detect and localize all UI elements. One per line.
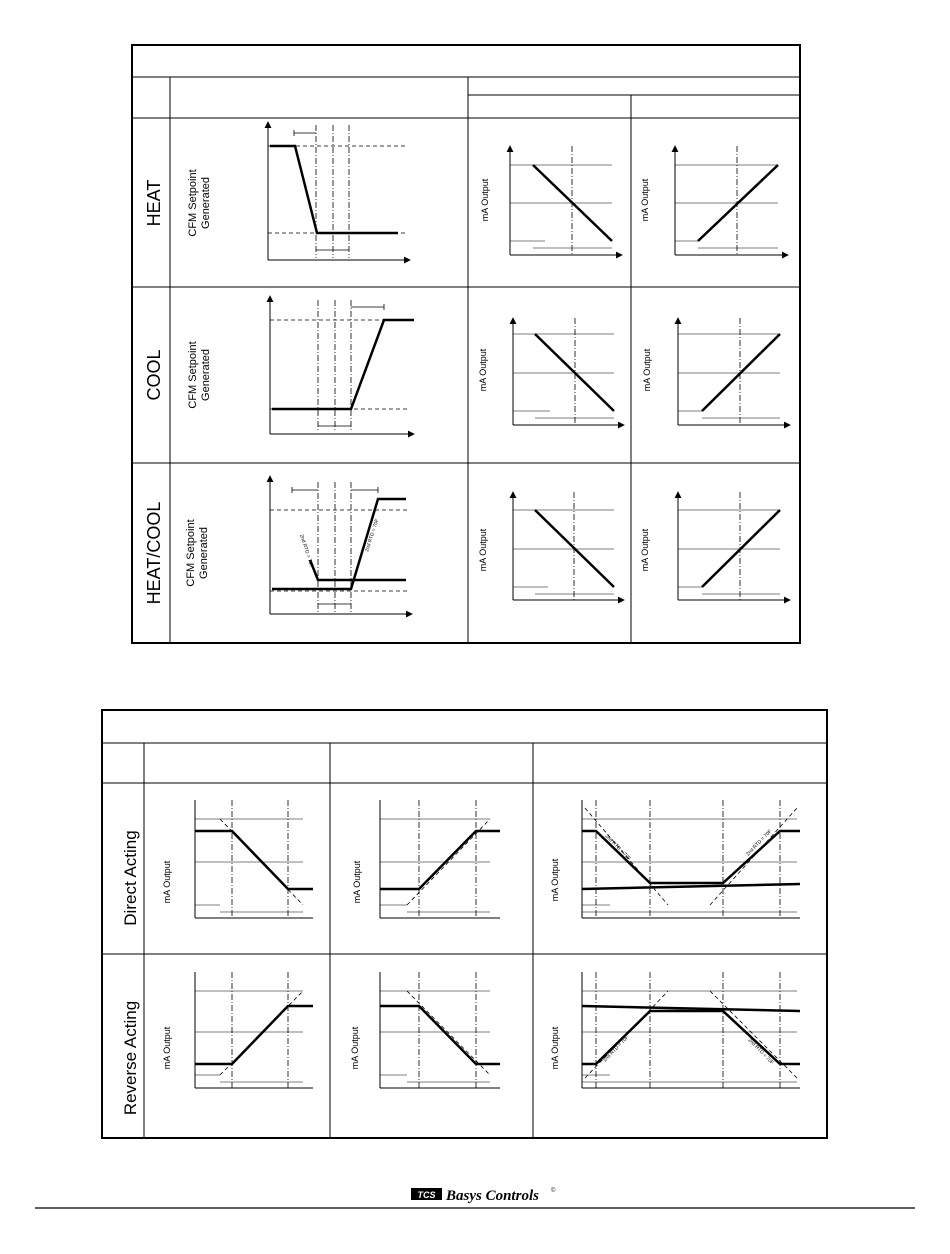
logo-badge-text: TCS (417, 1190, 436, 1200)
heatcool-ma-left-graph (513, 492, 624, 600)
ma-output-label: mA Output (352, 860, 362, 904)
annotation-2nd-rtd: 2nd RTD = 70F (602, 1034, 631, 1064)
cfm-desc-heatcool-line2: Generated (198, 527, 210, 579)
footer-logo (411, 1187, 556, 1204)
heat-ma-right-graph (675, 146, 788, 255)
cool-ma-left-graph (513, 318, 624, 425)
ma-output-label: mA Output (550, 1026, 560, 1070)
ma-output-label: mA Output (478, 348, 488, 392)
annotation-2nd-rtd: 2nd RTD = 70F (298, 533, 315, 569)
mode-label-heat-cool: HEAT/COOL (144, 501, 164, 605)
ma-output-label: mA Output (162, 1026, 172, 1070)
cool-cfm-graph (270, 296, 414, 434)
bottom-row-labels (121, 830, 560, 1115)
ma-output-label: mA Output (550, 858, 560, 902)
top-table (132, 45, 800, 643)
top-row-labels (144, 169, 652, 604)
ma-output-label: mA Output (642, 348, 652, 392)
mode-label-direct-acting: Direct Acting (121, 830, 140, 926)
cfm-desc-cool-line2: Generated (200, 349, 212, 401)
cfm-desc-heat-line1: CFM Setpoint (187, 169, 199, 237)
cfm-desc-heatcool-line1: CFM Setpoint (185, 519, 197, 587)
cool-ma-right-graph (678, 318, 790, 425)
direct-acting-col3-graph (582, 800, 800, 918)
cfm-desc-cool-line1: CFM Setpoint (187, 341, 199, 409)
direct-acting-col1-graph (195, 800, 313, 918)
ma-output-label: mA Output (162, 860, 172, 904)
annotation-2nd-rtd: 2nd RTD = 70F (746, 1037, 775, 1067)
heatcool-cfm-graph (270, 476, 412, 614)
mode-label-reverse-acting: Reverse Acting (121, 1000, 140, 1116)
annotation-2nd-rtd: 2nd RTD = 70F (364, 518, 381, 553)
annotation-2nd-rtd: 2nd RTD = 70F (745, 828, 774, 858)
heat-cfm-graph (268, 122, 410, 260)
annotation-2nd-rtd: 2nd RTD = 70F (603, 833, 632, 863)
heatcool-ma-right-graph (678, 492, 790, 600)
mode-label-cool: COOL (144, 349, 164, 401)
registered-mark: © (551, 1188, 556, 1194)
reverse-acting-col3-graph (582, 972, 800, 1088)
ma-output-label: mA Output (640, 528, 650, 572)
direct-acting-col2-graph (380, 800, 500, 918)
cfm-desc-heat-line2: Generated (200, 177, 212, 229)
ma-output-label: mA Output (350, 1026, 360, 1070)
ma-output-label: mA Output (640, 178, 650, 222)
brand-name: Basys Controls (446, 1188, 539, 1204)
reverse-acting-col2-graph (380, 972, 500, 1088)
reverse-acting-col1-graph (195, 972, 313, 1088)
ma-output-label: mA Output (480, 178, 490, 222)
mode-label-heat: HEAT (144, 179, 164, 227)
heat-ma-left-graph (510, 146, 622, 255)
bottom-table (102, 710, 827, 1138)
ma-output-label: mA Output (478, 528, 488, 572)
